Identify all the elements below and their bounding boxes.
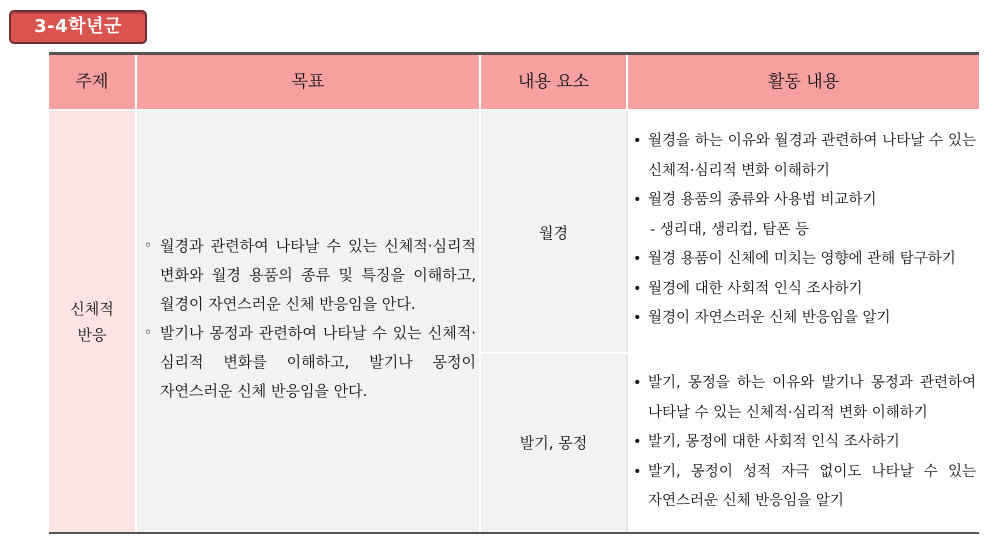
- header-activity: 활동 내용: [628, 55, 979, 109]
- header-divider: [626, 55, 628, 109]
- header-divider: [135, 55, 137, 109]
- activity-list: [630, 369, 976, 517]
- grade-group-badge: 3-4학년군: [9, 10, 147, 44]
- subject-text: [49, 296, 135, 348]
- activity-item: • 월경을 하는 이유와 월경과 관련하여 나타날 수 있는 신체적·심리적 변화 이해하기: [630, 127, 976, 186]
- header-divider: [479, 55, 481, 109]
- header-goal: 목표: [137, 55, 479, 109]
- activity-subitem: - 생리대, 생리컵, 탐폰 등: [650, 221, 809, 238]
- activity-item: • 발기, 몽정을 하는 이유와 발기나 몽정과 관련하여 나타날 수 있는 신체적·심리적 변화 이해하기: [630, 369, 976, 428]
- activity-item: • 월경 용품이 신체에 미치는 영향에 관해 탐구하기: [630, 245, 976, 275]
- activity-item: • 월경에 대한 사회적 인식 조사하기: [630, 275, 976, 305]
- element-label: 발기, 몽정: [519, 434, 588, 452]
- element-label: 월경: [539, 224, 568, 242]
- activity-item: • 발기, 몽정이 성적 자극 없이도 나타날 수 있는 자연스러운 신체 반응임을 알기: [630, 458, 976, 517]
- header-subject: 주제: [49, 55, 135, 109]
- table-bottom-rule: [49, 532, 979, 534]
- row-divider: [481, 352, 979, 354]
- activity-list: [630, 127, 976, 334]
- header-element: 내용 요소: [481, 55, 626, 109]
- activity-item: • 월경 용품의 종류와 사용법 비교하기: [630, 186, 976, 216]
- activity-item: • 월경이 자연스러운 신체 반응임을 알기: [630, 304, 976, 334]
- goal-list: [140, 232, 476, 406]
- goal-item: ◦ 월경과 관련하여 나타날 수 있는 신체적·심리적 변화와 월경 용품의 종류 및 특징을 이해하고, 월경이 자연스러운 신체 반응임을 안다.: [140, 232, 476, 319]
- column-divider: [626, 111, 628, 532]
- goal-item: ◦ 발기나 몽정과 관련하여 나타날 수 있는 신체적·심리적 변화를 이해하고, 발기나 몽정이 자연스러운 신체 반응임을 안다.: [140, 319, 476, 406]
- subject-label: 신체적 반응: [70, 300, 114, 344]
- activity-item: • 발기, 몽정에 대한 사회적 인식 조사하기: [630, 428, 976, 458]
